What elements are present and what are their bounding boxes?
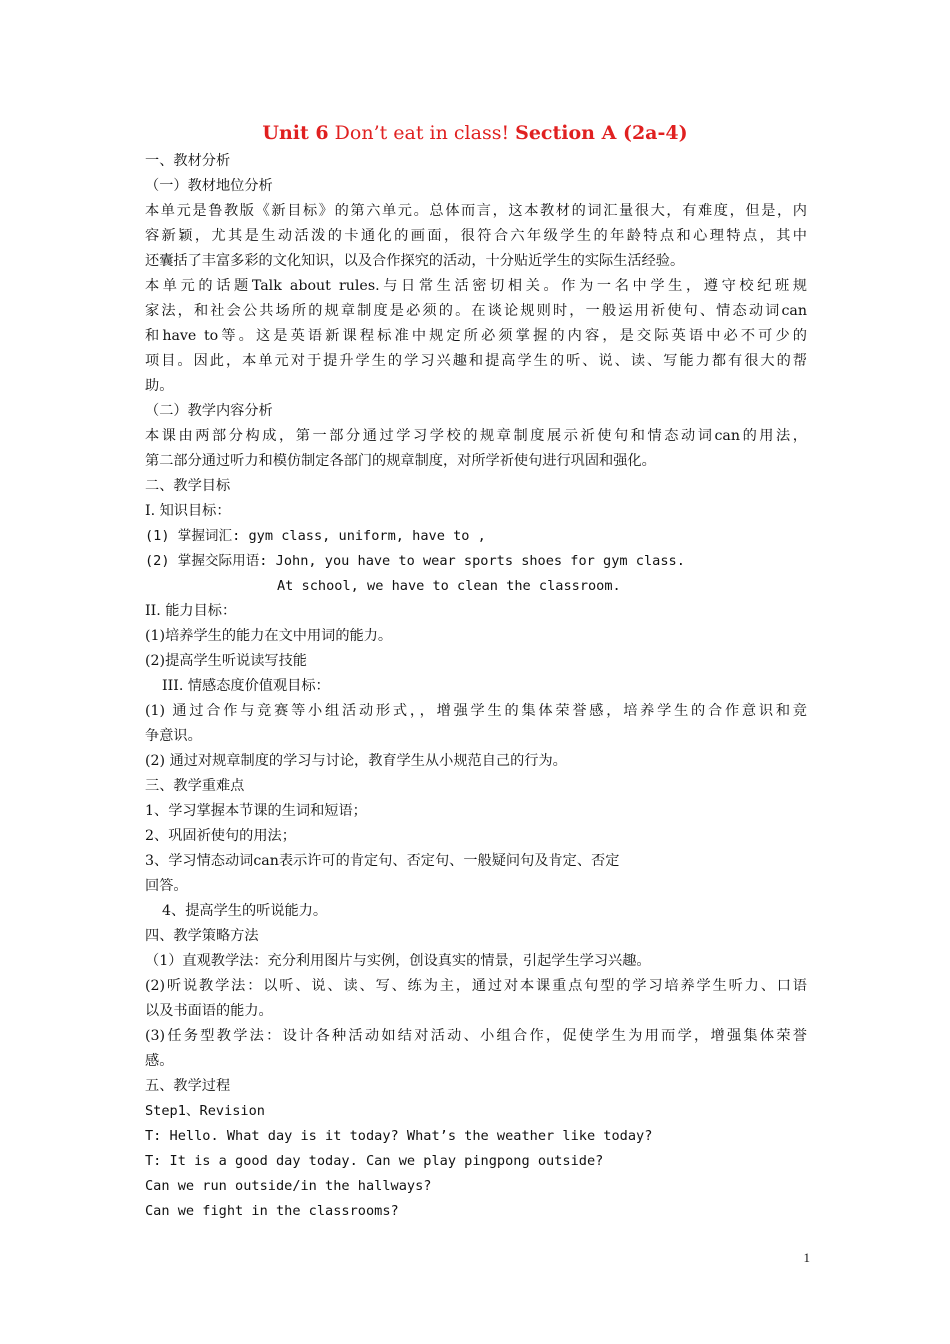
key-point: 1、学习掌握本节课的生词和短语；	[145, 803, 367, 819]
objective-item: (1)培养学生的能力在文中用词的能力。	[145, 628, 393, 644]
key-point-cont: 回答。	[145, 878, 188, 894]
objective-heading: III. 情感态度价值观目标：	[162, 678, 330, 694]
method-item: （1）直观教学法：充分利用图片与实例，创设真实的情景，引起学生学习兴趣。	[145, 953, 651, 969]
objective-item: (2) 掌握交际用语: John, you have to wear sports shoes for gym class.	[145, 553, 685, 569]
paragraph-line: 还囊括了丰富多彩的文化知识，以及合作探究的活动，十分贴近学生的实际生活经验。	[145, 253, 685, 269]
page-number: 1	[803, 1250, 810, 1265]
objective-heading: I. 知识目标：	[145, 503, 231, 519]
paragraph-line: 本课由两部分构成，第一部分通过学习学校的规章制度展示祈使句和情态动词can的用法，	[145, 428, 807, 444]
title-unit: Unit 6	[262, 122, 329, 144]
dialogue-line: T: Hello. What day is it today? What’s the weather like today?	[145, 1128, 653, 1144]
title-main: Don’t eat in class!	[328, 122, 516, 144]
paragraph-line: 助。	[145, 378, 174, 394]
method-item: (3)任务型教学法：设计各种活动如结对活动、小组合作，促使学生为用而学，增强集体荣誉	[145, 1028, 807, 1044]
subheading-1: （一）教材地位分析	[145, 178, 273, 194]
title-section: Section A (2a-4)	[515, 122, 688, 144]
objective-item-cont: 争意识。	[145, 728, 202, 744]
objective-item: (1) 通过合作与竞赛等小组活动形式，，增强学生的集体荣誉感，培养学生的合作意识和竞	[145, 703, 807, 719]
heading-2: 二、教学目标	[145, 478, 231, 494]
page-title	[0, 122, 950, 144]
key-point: 4、提高学生的听说能力。	[162, 903, 328, 919]
paragraph-line: 和have to等。这是英语新课程标准中规定所必须掌握的内容，是交际英语中必不可少的	[145, 328, 807, 344]
paragraph-line: 本单元是鲁教版《新目标》的第六单元。总体而言，这本教材的词汇量很大，有难度，但是，内	[145, 203, 807, 219]
objective-item: (2) 通过对规章制度的学习与讨论，教育学生从小规范自己的行为。	[145, 753, 567, 769]
key-point: 3、学习情态动词can表示许可的肯定句、否定句、一般疑问句及肯定、否定	[145, 853, 620, 869]
step-heading: Step1、Revision	[145, 1103, 265, 1119]
method-item-cont: 以及书面语的能力。	[145, 1003, 273, 1019]
heading-4: 四、教学策略方法	[145, 928, 259, 944]
dialogue-line: T: It is a good day today. Can we play pingpong outside?	[145, 1153, 604, 1169]
paragraph-line: 第二部分通过听力和模仿制定各部门的规章制度，对所学祈使句进行巩固和强化。	[145, 453, 656, 469]
heading-3: 三、教学重难点	[145, 778, 245, 794]
paragraph-line: 家法，和社会公共场所的规章制度是必须的。在谈论规则时，一般运用祈使句、情态动词can	[145, 303, 807, 319]
paragraph-line: 容新颖，尤其是生动活泼的卡通化的画面，很符合六年级学生的年龄特点和心理特点，其中	[145, 228, 807, 244]
dialogue-line: Can we fight in the classrooms?	[145, 1203, 399, 1219]
paragraph-line: 项目。因此，本单元对于提升学生的学习兴趣和提高学生的听、说、读、写能力都有很大的帮	[145, 353, 807, 369]
method-item: (2)听说教学法：以听、说、读、写、练为主，通过对本课重点句型的学习培养学生听力、口语	[145, 978, 807, 994]
subheading-2: （二）教学内容分析	[145, 403, 273, 419]
paragraph-line: 本单元的话题Talk about rules.与日常生活密切相关。作为一名中学生，遵守校纪班规	[145, 278, 807, 294]
dialogue-line: Can we run outside/in the hallways?	[145, 1178, 432, 1194]
key-point: 2、巩固祈使句的用法；	[145, 828, 296, 844]
objective-item-cont: At school, we have to clean the classroom.	[277, 578, 621, 594]
heading-5: 五、教学过程	[145, 1078, 231, 1094]
heading-1: 一、教材分析	[145, 153, 231, 169]
objective-item: (1) 掌握词汇: gym class, uniform, have to ,	[145, 528, 486, 544]
objective-item: (2)提高学生听说读写技能	[145, 653, 307, 669]
objective-heading: II. 能力目标：	[145, 603, 237, 619]
method-item-cont: 感。	[145, 1053, 174, 1069]
